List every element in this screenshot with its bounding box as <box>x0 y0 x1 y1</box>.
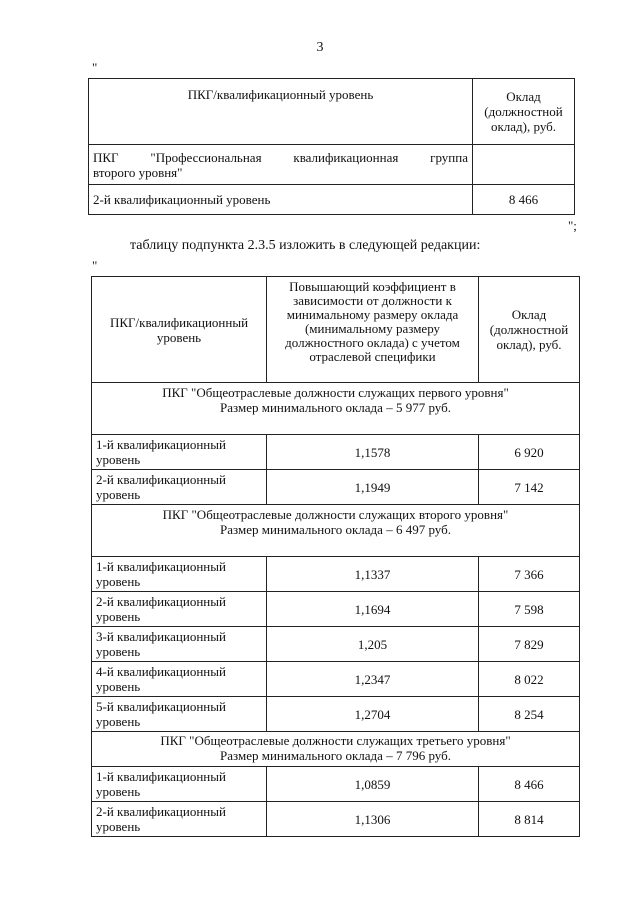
level-cell: 4-й квалификационный уровень <box>92 662 267 697</box>
group-title: ПКГ "Общеотраслевые должности служащих второго уровня" <box>162 507 509 522</box>
table-header-row <box>89 79 575 145</box>
level-cell: 3-й квалификационный уровень <box>92 627 267 662</box>
header-salary: Оклад (должностной оклад), руб. <box>479 277 580 383</box>
coefficient-cell: 1,0859 <box>267 767 479 802</box>
group-min-salary: Размер минимального оклада – 6 497 руб. <box>220 522 451 537</box>
level-cell: 2-й квалификационный уровень <box>92 470 267 505</box>
level-cell: 2-й квалификационный уровень <box>92 592 267 627</box>
header-salary: Оклад (должностной оклад), руб. <box>473 79 575 145</box>
salary-cell: 6 920 <box>479 435 580 470</box>
salary-cell: 7 142 <box>479 470 580 505</box>
opening-quote-2: " <box>92 258 98 273</box>
group-header <box>92 732 580 767</box>
header-level: ПКГ/квалификационный уровень <box>89 79 473 145</box>
group-header-row <box>92 383 580 435</box>
group-title <box>89 145 473 185</box>
table-row <box>92 435 580 470</box>
group-title: ПКГ "Общеотраслевые должности служащих первого уровня" <box>162 385 509 400</box>
header-level: ПКГ/квалификационный уровень <box>92 277 267 383</box>
salary-cell: 8 022 <box>479 662 580 697</box>
group-header <box>92 383 580 435</box>
header-coefficient: Повышающий коэффициент в зависимости от должности к минимальному размеру оклада (минимальному размеру должностного оклада) с учетом отраслевой специфики <box>267 277 479 383</box>
coefficient-cell: 1,1949 <box>267 470 479 505</box>
coefficient-cell: 1,1694 <box>267 592 479 627</box>
opening-quote: " <box>92 60 98 75</box>
salary-cell: 8 466 <box>479 767 580 802</box>
salary-cell: 8 814 <box>479 802 580 837</box>
group-title: ПКГ "Общеотраслевые должности служащих третьего уровня" <box>160 733 511 748</box>
coefficient-cell: 1,1306 <box>267 802 479 837</box>
table-row <box>92 592 580 627</box>
coefficient-cell: 1,1578 <box>267 435 479 470</box>
group-header-row <box>92 732 580 767</box>
salary-cell: 7 366 <box>479 557 580 592</box>
table-row <box>92 470 580 505</box>
instruction-paragraph: таблицу подпункта 2.3.5 изложить в следующей редакции: <box>130 238 481 253</box>
table-row <box>89 185 575 215</box>
table-row <box>92 697 580 732</box>
table-row <box>92 627 580 662</box>
salary-cell: 8 254 <box>479 697 580 732</box>
salary-table-1 <box>88 78 575 215</box>
group-min-salary: Размер минимального оклада – 7 796 руб. <box>220 748 451 763</box>
page-number: 3 <box>316 40 324 55</box>
table-row <box>92 662 580 697</box>
table-row <box>92 802 580 837</box>
table-row <box>92 557 580 592</box>
table-row <box>92 767 580 802</box>
salary-cell: 8 466 <box>473 185 575 215</box>
group-min-salary: Размер минимального оклада – 5 977 руб. <box>220 400 451 415</box>
level-cell: 1-й квалификационный уровень <box>92 557 267 592</box>
coefficient-cell: 1,1337 <box>267 557 479 592</box>
table-header-row <box>92 277 580 383</box>
level-cell: 1-й квалификационный уровень <box>92 435 267 470</box>
group-row <box>89 145 575 185</box>
salary-cell: 7 598 <box>479 592 580 627</box>
salary-table-2 <box>91 276 580 837</box>
level-cell: 1-й квалификационный уровень <box>92 767 267 802</box>
coefficient-cell: 1,205 <box>267 627 479 662</box>
coefficient-cell: 1,2347 <box>267 662 479 697</box>
salary-cell: 7 829 <box>479 627 580 662</box>
group-title-line-2: второго уровня" <box>93 164 183 180</box>
group-header <box>92 505 580 557</box>
group-header-row <box>92 505 580 557</box>
coefficient-cell: 1,2704 <box>267 697 479 732</box>
level-cell: 2-й квалификационный уровень <box>92 802 267 837</box>
level-cell: 2-й квалификационный уровень <box>89 185 473 215</box>
closing-quote: "; <box>568 218 577 233</box>
level-cell: 5-й квалификационный уровень <box>92 697 267 732</box>
group-title-line-1: ПКГ "Профессиональная квалификационная группа <box>93 149 468 165</box>
empty-cell <box>473 145 575 185</box>
